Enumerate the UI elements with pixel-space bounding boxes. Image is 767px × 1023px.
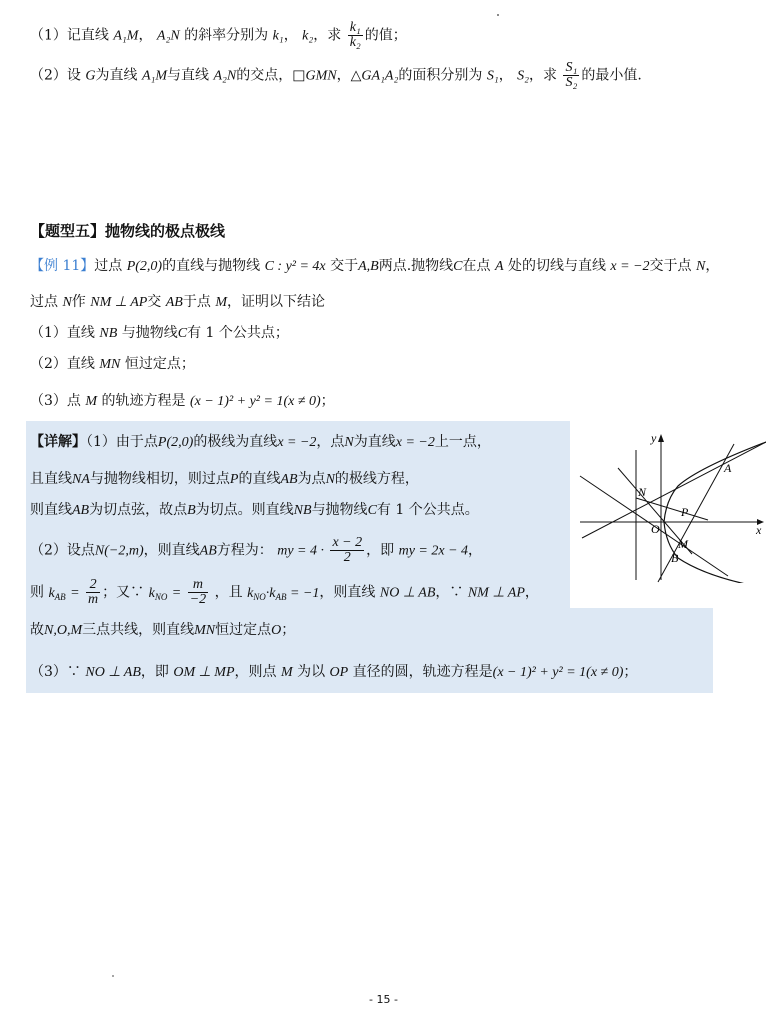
text: ，∵	[435, 584, 464, 601]
chord-ab	[658, 444, 734, 582]
line-a2n: A₂N	[156, 28, 180, 44]
line-nb: NB	[99, 326, 118, 341]
example-line-1	[30, 256, 719, 277]
sep: ，	[283, 27, 298, 44]
point-p: P(2,0)	[126, 259, 163, 274]
curve-c: C	[367, 503, 377, 518]
page-number: - 15 -	[369, 993, 398, 1006]
text: ；又∵	[102, 584, 145, 601]
point-o: O	[271, 623, 282, 638]
line-x-eq: x = −2	[395, 435, 435, 450]
equals: =	[70, 585, 80, 601]
line-x-eq: x = −2	[610, 259, 650, 274]
text: 上一点，	[434, 434, 491, 450]
text: ，△	[336, 67, 362, 84]
text: 处的切线与直线	[507, 258, 606, 274]
text: 的直线	[238, 471, 281, 487]
frac-den: 2	[343, 550, 351, 565]
slope-kab	[48, 586, 65, 601]
frac-den: k₂	[349, 35, 361, 50]
point-b: B	[187, 503, 196, 518]
text: ，则直线	[319, 584, 376, 601]
k2: k₂	[302, 28, 314, 44]
text: 的直线与抛物线	[162, 258, 261, 274]
points-nom: N,O,M	[44, 623, 83, 638]
perp-nm-ap: NM ⊥ AP	[90, 295, 148, 310]
line-a1m: A₁M	[113, 28, 139, 44]
k-subscript: NO	[154, 591, 168, 602]
text: ，且	[214, 584, 243, 601]
text: 为直线	[95, 67, 138, 84]
text: ，即	[140, 664, 169, 680]
text: 的极线为直线	[193, 434, 278, 450]
line-ab: AB	[199, 543, 217, 559]
sep: ；	[623, 664, 638, 680]
box-symbol: □	[292, 67, 306, 84]
text: 的斜率分别为	[184, 27, 269, 44]
sep: ，	[138, 27, 153, 44]
text: 则	[30, 584, 44, 601]
fraction-x-2-over-2	[330, 536, 364, 565]
text: ，则点	[234, 664, 277, 680]
k-symbol: k	[148, 585, 155, 601]
solution-line-5	[30, 578, 539, 607]
frac-num: k₁	[349, 20, 361, 35]
text: （2）设点	[30, 542, 95, 559]
text: ，点	[316, 434, 345, 450]
frac-den: −2	[189, 592, 207, 607]
s2: S₂	[517, 68, 530, 84]
scan-dot	[112, 975, 114, 977]
line-nb: NB	[293, 503, 312, 518]
sep: ，	[705, 258, 720, 274]
sep: ；	[281, 622, 296, 638]
k-subscript: AB	[54, 591, 66, 602]
text: 过点	[30, 294, 58, 310]
equation-part: my = 4 ·	[277, 543, 324, 559]
label-a: A	[724, 461, 732, 475]
text: 与抛物线	[121, 325, 178, 341]
text: 的值；	[364, 27, 407, 44]
example-line-2	[30, 292, 325, 313]
section-heading: 【题型五】抛物线的极点极线	[30, 222, 226, 240]
line-ab: AB	[72, 503, 90, 518]
text: （3）点	[30, 393, 81, 409]
text: 的交点，	[236, 67, 293, 84]
point-n: N	[325, 472, 335, 487]
text: 与抛物线	[311, 502, 368, 518]
text: 故	[30, 622, 44, 638]
parabola-curve	[664, 442, 766, 583]
solution-line-7	[30, 662, 637, 683]
frac-num: 2	[86, 578, 100, 593]
fraction-2-over-m	[86, 578, 100, 607]
line-mn: MN	[99, 357, 121, 372]
text: 交于点	[649, 258, 692, 274]
curve-c: C	[453, 259, 463, 274]
k-symbol: k	[269, 585, 276, 601]
text: （1）直线	[30, 325, 95, 341]
label-b: B	[671, 551, 679, 565]
equals: =	[171, 585, 182, 601]
text: 于点	[182, 294, 211, 310]
product-value: = −1	[290, 585, 320, 601]
text: 的面积分别为	[398, 67, 483, 84]
text: 在点	[462, 258, 491, 274]
scan-dot	[497, 14, 499, 16]
part1-number: （1）记直线	[30, 27, 109, 44]
part2-line	[30, 61, 642, 90]
text: 的极线方程，	[334, 471, 419, 487]
frac-den: m	[88, 592, 99, 607]
text: ，证明以下结论	[226, 294, 325, 310]
text: 为切点。则直线	[195, 502, 294, 518]
frac-num: S₁	[565, 60, 578, 75]
point-m: M	[85, 394, 98, 409]
solution-line-2	[30, 469, 419, 490]
label-o: O	[651, 522, 660, 536]
text: 为直线	[353, 434, 396, 450]
text: 交于	[330, 258, 359, 274]
text: （3）∵	[30, 664, 81, 680]
k-subscript: NO	[253, 591, 266, 602]
part2-number: （2）设	[30, 67, 81, 84]
text: 与抛物线相切，则过点	[89, 471, 230, 487]
points-ab: A,B	[358, 259, 379, 274]
slope-kno	[149, 586, 168, 601]
text: 为点	[297, 471, 326, 487]
k-symbol: k	[247, 585, 254, 601]
label-y: y	[651, 431, 657, 445]
text: 两点.抛物线	[378, 258, 454, 274]
text: 为切点弦，故点	[89, 502, 188, 518]
label-n: N	[638, 485, 647, 499]
locus-eq: (x − 1)² + y² = 1(x ≠ 0)	[492, 665, 624, 680]
text: 为以	[297, 664, 326, 680]
text: 交	[147, 294, 162, 310]
text: 三点共线，则直线	[82, 622, 195, 638]
s1: S₁	[486, 68, 499, 84]
question-3	[30, 391, 335, 412]
triangle-gmn: GMN	[305, 68, 337, 84]
text: 的最小值.	[581, 67, 642, 84]
sep: ；	[320, 393, 335, 409]
solution-tag: 【详解】	[30, 434, 86, 450]
text: 恒过定点	[215, 622, 272, 638]
label-p: P	[681, 505, 689, 519]
solution-line-4	[30, 536, 482, 565]
slope-product	[247, 586, 319, 601]
text: 作	[71, 294, 86, 310]
sep: ，	[524, 584, 539, 601]
line-ab: AB	[165, 295, 183, 310]
point-n: N	[344, 435, 354, 450]
point-m: M	[215, 295, 227, 310]
text: 的轨迹方程是	[101, 393, 186, 409]
text: （1）由于点	[86, 434, 158, 450]
frac-num: x − 2	[332, 535, 363, 550]
line-na: NA	[72, 472, 90, 487]
label-x: x	[756, 523, 762, 537]
k-subscript: AB	[275, 591, 287, 602]
k-symbol: k	[48, 585, 55, 601]
solution-line-6	[30, 620, 295, 641]
sep: ，	[468, 542, 483, 559]
perp-no-ab: NO ⊥ AB	[379, 585, 436, 601]
text: 则直线	[30, 502, 72, 518]
text: 且直线	[30, 471, 72, 487]
line-a2n: A₂N	[213, 68, 237, 84]
point-n: N	[695, 259, 706, 274]
question-1	[30, 323, 289, 344]
text: 过点	[94, 258, 123, 274]
frac-den: S₂	[565, 75, 578, 90]
point-p: P(2,0)	[157, 435, 194, 450]
text: ，则直线	[143, 542, 200, 559]
fraction-k1-k2	[348, 21, 363, 50]
text: ，即	[366, 542, 395, 559]
line-ab-equation: my = 2x − 4	[398, 543, 469, 559]
frac-num: m	[188, 578, 208, 593]
sep: ，	[498, 67, 513, 84]
point-n: N	[62, 295, 72, 310]
point-n-coords: N(−2,m)	[94, 543, 144, 559]
point-a: A	[494, 259, 504, 274]
label-m: M	[678, 537, 688, 551]
solution-line-1	[30, 432, 491, 453]
locus-eq: (x − 1)² + y² = 1(x ≠ 0)	[189, 394, 321, 409]
line-x-eq: x = −2	[277, 435, 317, 450]
triangle-ga1a2: GA₁A₂	[361, 68, 399, 84]
curve-c: C	[177, 326, 188, 341]
perp-no-ab: NO ⊥ AB	[85, 665, 141, 680]
line-mn: MN	[194, 623, 216, 638]
text: 有 1 个公共点；	[187, 325, 289, 341]
solution-line-3	[30, 500, 479, 521]
text: 与直线	[167, 67, 210, 84]
fraction-s1-s2	[563, 61, 579, 90]
line-np	[636, 498, 708, 520]
fraction-m-over-neg2	[188, 578, 208, 607]
question-2	[30, 354, 195, 375]
k1: k₁	[272, 28, 284, 44]
segment-op: OP	[329, 665, 349, 680]
tangent-na	[582, 442, 766, 538]
dot: ·	[265, 585, 270, 601]
perp-nm-ap: NM ⊥ AP	[467, 585, 525, 601]
parabola-eq: C : y² = 4x	[264, 259, 326, 274]
part1-line	[30, 21, 407, 50]
point-p: P	[229, 472, 239, 487]
point-g: G	[85, 68, 96, 84]
y-axis-arrow-icon	[658, 434, 664, 442]
example-tag: 【例 11】	[30, 258, 95, 274]
parabola-figure	[578, 428, 766, 583]
text: 有 1 个公共点。	[376, 502, 479, 518]
text: ，求	[529, 67, 558, 84]
line-ab: AB	[280, 472, 298, 487]
line-a1m: A₁M	[141, 68, 168, 84]
text: 方程为：	[216, 542, 273, 559]
perp-om-mp: OM ⊥ MP	[173, 665, 235, 680]
text: 恒过定点；	[124, 356, 195, 372]
text: ，求	[313, 27, 342, 44]
text: 直径的圆，轨迹方程是	[352, 664, 493, 680]
point-m: M	[280, 665, 293, 680]
text: （2）直线	[30, 356, 95, 372]
